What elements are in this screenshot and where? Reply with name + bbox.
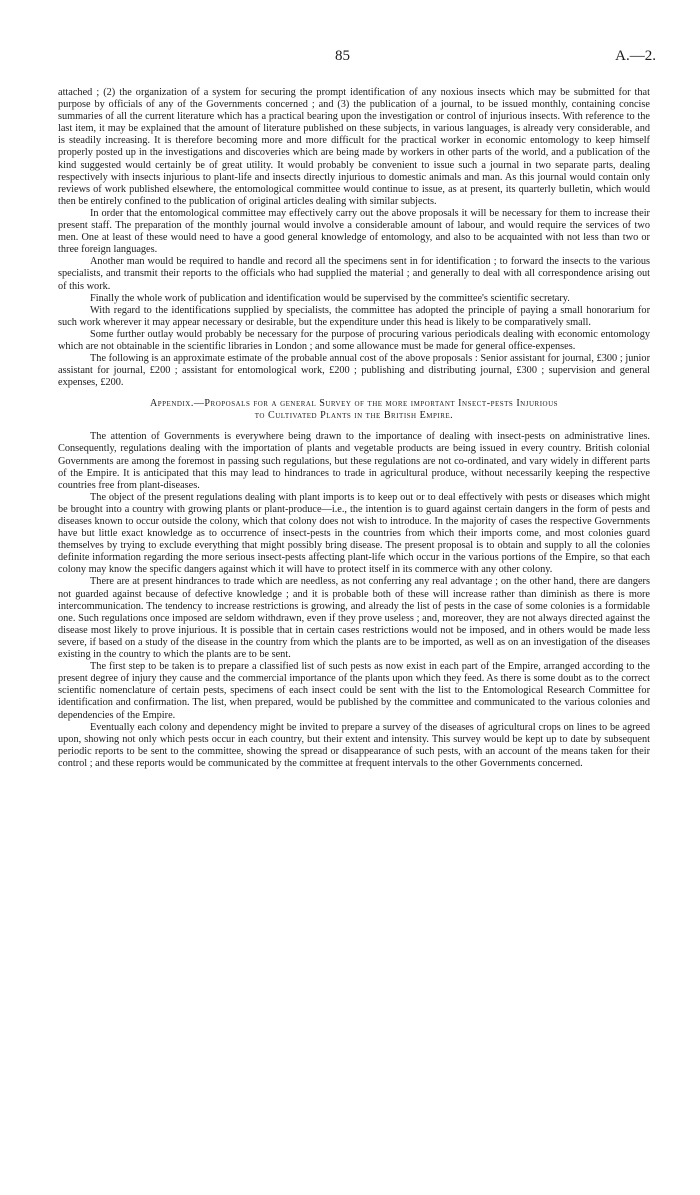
appendix-paragraph: There are at present hindrances to trade which are needless, as not conferring any real advantage ; on the other hand, there are dangers not guarded against because of defective knowledge ; and it is probable both of these will increase rather than diminish as there is more intercommunication. The tendency to increase restrictions is growing, and already the list of pests in the case of some colonies is a formidable one. Such regulations once imposed are seldom withdrawn, even if they prove useless ; and, moreover, they are not always directed against the disease most likely to prove injurious. It is possible that in certain cases restrictions would not be imposed, and in others would be made less severe, if based on a study of the disease in the country from which the plants are to be imported, as well as on an investigation of the diseases existing in the country to which the plants are to be sent.	[58, 576, 650, 661]
paragraph: Finally the whole work of publication and identification would be supervised by the committee's scientific secretary.	[90, 292, 570, 304]
paragraph: attached ; (2) the organization of a system for securing the prompt identification of any noxious insects which may be submitted for that purpose by officials of any of the Governments concerned ; and (3) the publication of a journal, to be issued monthly, containing concise summaries of all the current literature which has a practical bearing upon the investigation or control of injurious insects. With reference to the last item, it may be explained that the amount of literature published on these subjects, in various languages, is already very considerable, and is steadily increasing. It is therefore becoming more and more difficult for the practical worker in economic entomology to keep himself properly posted up in the investigations and discoveries which are being made by workers in other parts of the world, and a publication of the kind suggested would certainly be of great utility. It would probably be convenient to issue such a journal in two separate parts, dealing respectively with insects injurious to plant-life and insects directly injurious to domestic animals and man. As this journal would contain only reviews of work published elsewhere, the entomological committee would continue to issue, as at present, its quarterly bulletin, which would then be entirely confined to the publication of original articles dealing with similar subjects.	[58, 87, 650, 207]
body-text	[58, 87, 650, 770]
paragraph: Some further outlay would probably be necessary for the purpose of procuring various periodicals dealing with economic entomology which are not obtainable in the scientific libraries in London ; and some allowance must be made for general office-expenses.	[58, 328, 650, 352]
appendix-paragraph: Eventually each colony and dependency might be invited to prepare a survey of the diseases of agricultural crops on lines to be agreed upon, showing not only which pests occur in each country, but their extent and intensity. This survey would be kept up to date by subsequent periodic reports to be sent to the committee, showing the spread or disappearance of such pests, with an account of the means taken for their control ; and these reports would be communicated by the committee at frequent intervals to the other Governments concerned.	[58, 721, 650, 769]
document-reference: A.—2.	[615, 48, 656, 64]
page-number: 85	[335, 48, 350, 64]
paragraph: The following is an approximate estimate of the probable annual cost of the above proposals : Senior assistant for journal, £300 ; junior assistant for journal, £200 ; assistant for entomological work, £200 ; publishing and distributing journal, £300 ; supervision and general expenses, £200.	[58, 353, 650, 389]
paragraph: Another man would be required to handle and record all the specimens sent in for identification ; to forward the insects to the various specialists, and transmit their reports to the officials who had supplied the material ; and generally to deal with all correspondence arising out of this work.	[58, 256, 650, 292]
appendix-paragraph: The attention of Governments is everywhere being drawn to the importance of dealing with insect-pests on administrative lines. Consequently, regulations dealing with the importation of plants and vegetable products are being issued in every country. British colonial Governments are among the foremost in passing such regulations, but these regulations are not co-ordinated, and vary widely in different parts of the Empire. It is anticipated that this may lead to hindrances to trade in agricultural produce, without necessarily keeping the respective countries free from plant-diseases.	[58, 431, 650, 491]
appendix-paragraph: The object of the present regulations dealing with plant imports is to keep out or to deal effectively with pests or diseases which might be brought into a country with growing plants or plant-produce—i.e., the intention is to guard against certain dangers in the form of pests and diseases known to occur outside the colony, which that colony does not wish to introduce. In the majority of cases the respective Governments have but little exact knowledge as to occurrence of insect-pests in the countries from which their imports come, and most colonies guard themselves by trying to exclude everything that might possibly bring disease. The present proposal is to obtain and supply to all the colonies definite information regarding the more serious insect-pests affecting plant-life which occur in the various portions of the Empire, so that each colony may know the specific dangers against which it will have to protect itself in its commerce with any other colony.	[58, 491, 650, 576]
appendix-heading-line: Appendix.—Proposals for a general Survey of the more important Insect-pests Injurious	[149, 398, 559, 410]
appendix-paragraph: The first step to be taken is to prepare a classified list of such pests as now exist in each part of the Empire, arranged according to the present degree of injury they cause and the commercial importance of the plants upon which they feed. As there is some doubt as to the correct scientific nomenclature of certain pests, specimens of each insect could be sent with the list to the Entomological Research Committee for identification and confirmation. The list, when prepared, would be published by the committee and communicated to the various colonies and dependencies of the Empire.	[58, 661, 650, 721]
paragraph: In order that the entomological committee may effectively carry out the above proposals it will be necessary for them to increase their present staff. The preparation of the monthly journal would involve a considerable amount of labour, and would require the services of two men. One at least of these would need to have a good general knowledge of entomology, and also to be acquainted with not less than two or three foreign languages.	[58, 207, 650, 256]
appendix-heading	[58, 398, 650, 422]
paragraph: With regard to the identifications supplied by specialists, the committee has adopted the principle of paying a small honorarium for such work wherever it may appear necessary or desirable, but the expenditure under this head is likely to be comparatively small.	[58, 304, 650, 328]
page-header	[0, 48, 700, 70]
appendix-heading-line: to Cultivated Plants in the British Empire.	[254, 410, 454, 422]
